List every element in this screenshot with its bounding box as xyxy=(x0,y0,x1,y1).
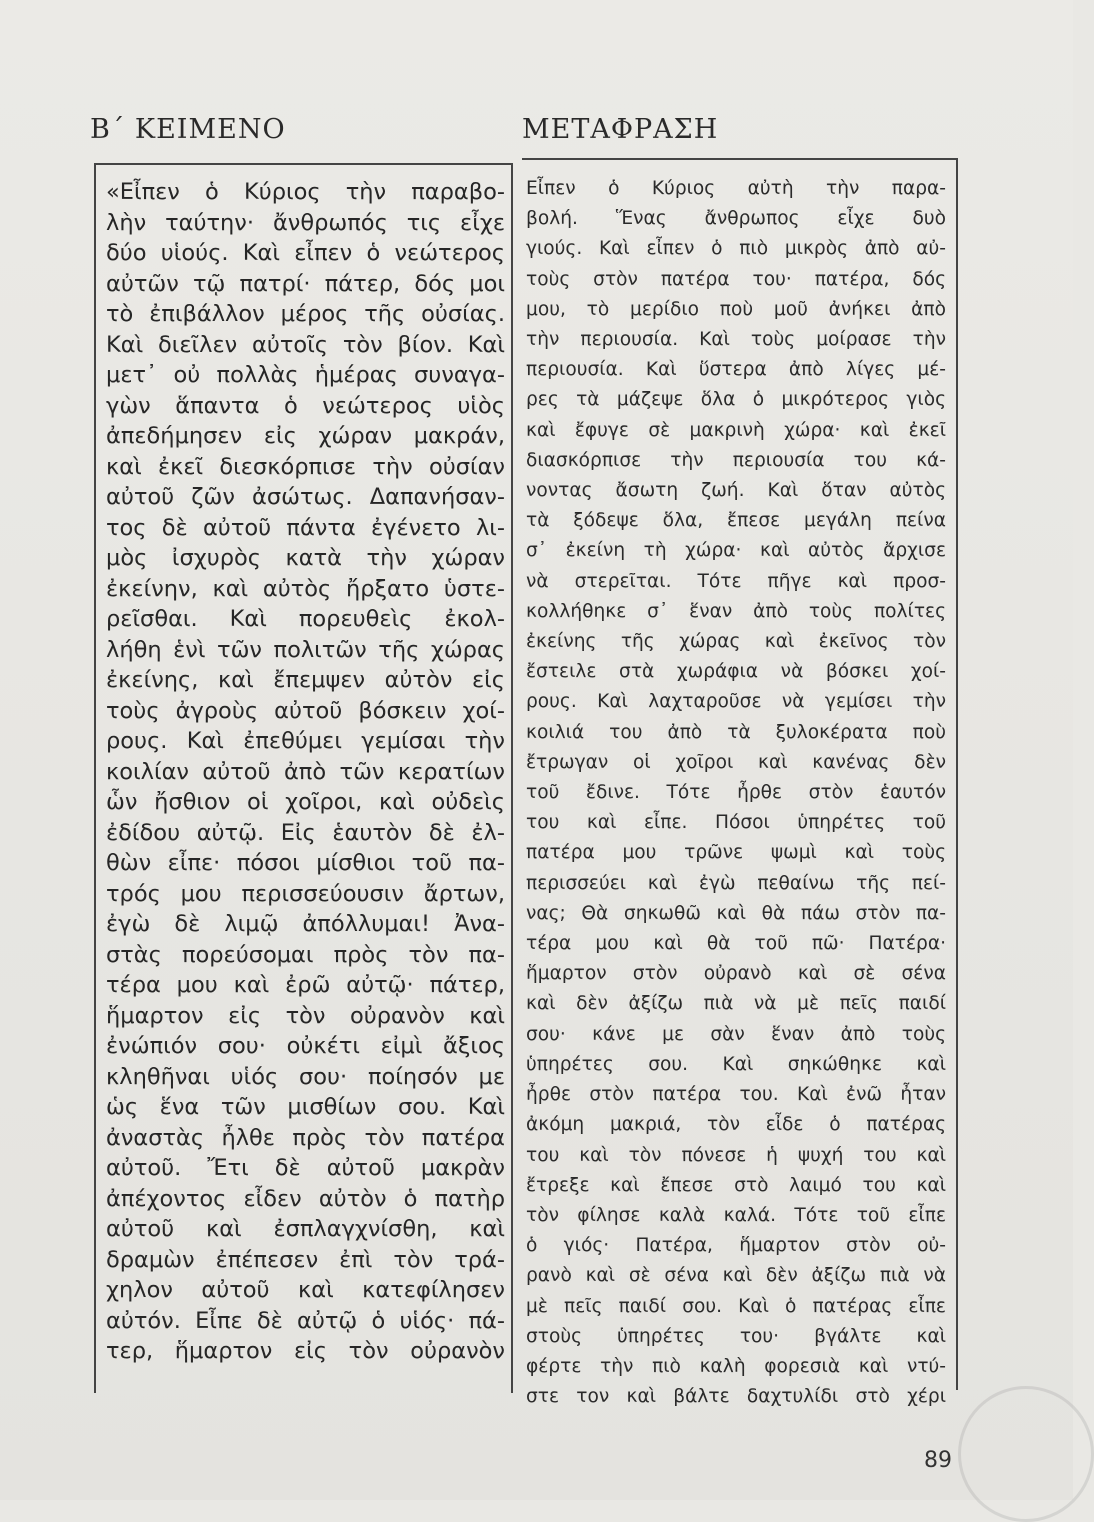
translation-line: του καὶ τὸν πόνεσε ἡ ψυχή του καὶ xyxy=(526,1144,946,1166)
translation-line: τὰ ξόδεψε ὅλα, ἔπεσε μεγάλη πείνα xyxy=(526,510,946,532)
translation-line: καὶ ἔφυγε σὲ μακρινὴ χώρα· καὶ ἐκεῖ xyxy=(526,419,946,441)
translation-line: σ᾽ ἐκείνη τὴ χώρα· καὶ αὐτὸς ἄρχισε xyxy=(526,540,946,562)
original-text-line: ἀναστὰς ἦλθε πρὸς τὸν πατέρα xyxy=(106,1124,505,1151)
original-text-line: ρους. Καὶ ἐπεθύμει γεμίσαι τὴν xyxy=(106,728,505,754)
translation-line: διασκόρπισε τὴν περιουσία του κά- xyxy=(526,449,946,471)
original-text-line: ρεῖσθαι. Καὶ πορευθεὶς ἐκολ- xyxy=(106,606,505,632)
translation-line: ρες τὰ μάζεψε ὅλα ὁ μικρότερος γιὸς xyxy=(526,389,946,411)
translation-line: τέρα μου καὶ θὰ τοῦ πῶ· Πατέρα· xyxy=(526,933,946,955)
translation-line: κοιλιά του ἀπὸ τὰ ξυλοκέρατα ποὺ xyxy=(526,721,946,743)
original-text-column xyxy=(94,163,513,1393)
translation-column xyxy=(522,158,958,1408)
original-text-line: τὸ ἐπιβάλλον μέρος τῆς οὐσίας. xyxy=(106,301,505,327)
original-text-line: κληθῆναι υἱός σου· ποίησόν με xyxy=(106,1063,505,1090)
translation-line: ρανὸ καὶ σὲ σένα καὶ δὲν ἀξίζω πιὰ νὰ xyxy=(526,1265,946,1287)
original-text-line: στὰς πορεύσομαι πρὸς τὸν πα- xyxy=(106,941,505,968)
original-text-line: ἀπέχοντος εἶδεν αὐτὸν ὁ πατὴρ xyxy=(106,1185,505,1212)
original-text-line: ὡς ἕνα τῶν μισθίων σου. Καὶ xyxy=(106,1094,505,1120)
original-text-line: λὴν ταύτην· ἄνθρωπός τις εἶχε xyxy=(106,209,505,236)
original-text-line: κοιλίαν αὐτοῦ ἀπὸ τῶν κερατίων xyxy=(106,758,505,785)
original-text-heading: Β΄ ΚΕΙΜΕΝΟ xyxy=(90,114,286,145)
original-text-line: ἐκείνης, καὶ ἔπεμψεν αὐτὸν εἰς xyxy=(106,667,505,693)
original-text-line: αὐτοῦ καὶ ἐσπλαγχνίσθη, καὶ xyxy=(106,1216,505,1242)
translation-line: στοὺς ὑπηρέτες του· βγάλτε καὶ xyxy=(526,1325,946,1347)
translation-line: ἔτρωγαν οἱ χοῖροι καὶ κανένας δὲν xyxy=(526,751,946,773)
library-stamp xyxy=(958,1386,1094,1522)
original-text-line: αὐτοῦ. Ἔτι δὲ αὐτοῦ μακρὰν xyxy=(106,1155,505,1181)
translation-line: φέρτε τὴν πιὸ καλὴ φορεσιὰ καὶ ντύ- xyxy=(526,1355,946,1377)
original-text-line: τος δὲ αὐτοῦ πάντα ἐγένετο λι- xyxy=(106,514,505,541)
translation-line: μὲ πεῖς παιδί σου. Καὶ ὁ πατέρας εἶπε xyxy=(526,1295,946,1317)
original-text-line: μετ᾽ οὐ πολλὰς ἡμέρας συναγα- xyxy=(106,362,505,388)
translation-line: ἔτρεξε καὶ ἔπεσε στὸ λαιμό του καὶ xyxy=(526,1174,946,1196)
original-text-line: ἐκείνην, καὶ αὐτὸς ἤρξατο ὑστε- xyxy=(106,575,505,602)
translation-line: νας; Θὰ σηκωθῶ καὶ θὰ πάω στὸν πα- xyxy=(526,902,946,924)
translation-line: τὴν περιουσία. Καὶ τοὺς μοίρασε τὴν xyxy=(526,329,946,351)
original-text-line: τοὺς ἀγροὺς αὐτοῦ βόσκειν χοί- xyxy=(106,697,505,724)
original-text-line: χηλον αὐτοῦ καὶ κατεφίλησεν xyxy=(106,1277,505,1303)
original-text-line: δύο υἱούς. Καὶ εἶπεν ὁ νεώτερος xyxy=(106,240,505,266)
translation-line: τὸν φίλησε καλὰ καλά. Τότε τοῦ εἶπε xyxy=(526,1204,946,1226)
translation-line: περισσεύει καὶ ἐγὼ πεθαίνω τῆς πεί- xyxy=(526,872,946,894)
translation-line: σου· κάνε με σὰν ἕναν ἀπὸ τοὺς xyxy=(526,1023,946,1045)
translation-line: ρους. Καὶ λαχταροῦσε νὰ γεμίσει τὴν xyxy=(526,691,946,713)
translation-line: τοῦ ἔδινε. Τότε ἦρθε στὸν ἑαυτόν xyxy=(526,782,946,804)
translation-line: ἦρθε στὸν πατέρα του. Καὶ ἐνῶ ἦταν xyxy=(526,1084,946,1106)
original-text-line: τέρα μου καὶ ἐρῶ αὐτῷ· πάτερ, xyxy=(106,972,505,998)
translation-line: τοὺς στὸν πατέρα του· πατέρα, δός xyxy=(526,268,946,290)
translation-line: ἥμαρτον στὸν οὐρανὸ καὶ σὲ σένα xyxy=(526,963,946,985)
translation-line: περιουσία. Καὶ ὕστερα ἀπὸ λίγες μέ- xyxy=(526,359,946,381)
translation-heading: ΜΕΤΑΦΡΑΣΗ xyxy=(522,114,719,145)
translation-line: Εἶπεν ὁ Κύριος αὐτὴ τὴν παρα- xyxy=(526,178,946,199)
original-text-line: ἐνώπιόν σου· οὐκέτι εἰμὶ ἄξιος xyxy=(106,1033,505,1059)
original-text-line: ἥμαρτον εἰς τὸν οὐρανὸν καὶ xyxy=(106,1002,505,1029)
translation-line: ἐκείνης τῆς χώρας καὶ ἐκεῖνος τὸν xyxy=(526,631,946,653)
original-text-line: δραμὼν ἐπέπεσεν ἐπὶ τὸν τρά- xyxy=(106,1246,505,1273)
translation-line: μου, τὸ μερίδιο ποὺ μοῦ ἀνήκει ἀπὸ xyxy=(526,298,946,320)
translation-line: πατέρα μου τρῶνε ψωμὶ καὶ τοὺς xyxy=(526,842,946,864)
translation-line: του καὶ εἶπε. Πόσοι ὑπηρέτες τοῦ xyxy=(526,812,946,834)
translation-line: ὑπηρέτες σου. Καὶ σηκώθηκε καὶ xyxy=(526,1053,946,1075)
translation-line: βολή. Ἕνας ἄνθρωπος εἶχε δυὸ xyxy=(526,208,946,230)
original-text-line: αὐτόν. Εἶπε δὲ αὐτῷ ὁ υἱός· πά- xyxy=(106,1307,505,1334)
translation-line: ὁ γιός· Πατέρα, ἥμαρτον στὸν οὐ- xyxy=(526,1235,946,1257)
original-text-line: ὧν ἤσθιον οἱ χοῖροι, καὶ οὐδεὶς xyxy=(106,789,505,815)
original-text-line: ἀπεδήμησεν εἰς χώραν μακράν, xyxy=(106,423,505,449)
original-text-line: τρός μου περισσεύουσιν ἄρτων, xyxy=(106,880,505,907)
original-text-line: «Εἶπεν ὁ Κύριος τὴν παραβο- xyxy=(106,179,505,205)
page-number: 89 xyxy=(924,1448,952,1473)
translation-line: ἀκόμη μακριά, τὸν εἶδε ὁ πατέρας xyxy=(526,1114,946,1136)
translation-line: στε τον καὶ βάλτε δαχτυλίδι στὸ χέρι xyxy=(526,1386,946,1408)
original-text-line: τερ, ἥμαρτον εἰς τὸν οὐρανὸν xyxy=(106,1338,505,1364)
translation-line: νοντας ἄσωτη ζωή. Καὶ ὅταν αὐτὸς xyxy=(526,480,946,502)
original-text-line: ἐγὼ δὲ λιμῷ ἀπόλλυμαι! Ἀνα- xyxy=(106,911,505,937)
original-text-line: καὶ ἐκεῖ διεσκόρπισε τὴν οὐσίαν xyxy=(106,453,505,480)
original-text-line: Καὶ διεῖλεν αὐτοῖς τὸν βίον. Καὶ xyxy=(106,331,505,358)
translation-line: κολλήθηκε σ᾽ ἕναν ἀπὸ τοὺς πολίτες xyxy=(526,600,946,622)
original-text-line: θὼν εἶπε· πόσοι μίσθιοι τοῦ πα- xyxy=(106,850,505,876)
original-text-line: λήθη ἑνὶ τῶν πολιτῶν τῆς χώρας xyxy=(106,636,505,663)
original-text-line: αὐτοῦ ζῶν ἀσώτως. Δαπανήσαν- xyxy=(106,484,505,510)
translation-line: ἔστειλε στὰ χωράφια νὰ βόσκει χοί- xyxy=(526,661,946,683)
original-text-line: ἐδίδου αὐτῷ. Εἰς ἑαυτὸν δὲ ἐλ- xyxy=(106,819,505,846)
original-text-line: γὼν ἅπαντα ὁ νεώτερος υἱὸς xyxy=(106,392,505,419)
translation-line: γιούς. Καὶ εἶπεν ὁ πιὸ μικρὸς ἀπὸ αὐ- xyxy=(526,238,946,260)
original-text-line: μὸς ἰσχυρὸς κατὰ τὴν χώραν xyxy=(106,545,505,571)
translation-line: νὰ στερεῖται. Τότε πῆγε καὶ προσ- xyxy=(526,570,946,592)
translation-line: καὶ δὲν ἀξίζω πιὰ νὰ μὲ πεῖς παιδί xyxy=(526,993,946,1015)
original-text-line: αὐτῶν τῷ πατρί· πάτερ, δός μοι xyxy=(106,270,505,297)
